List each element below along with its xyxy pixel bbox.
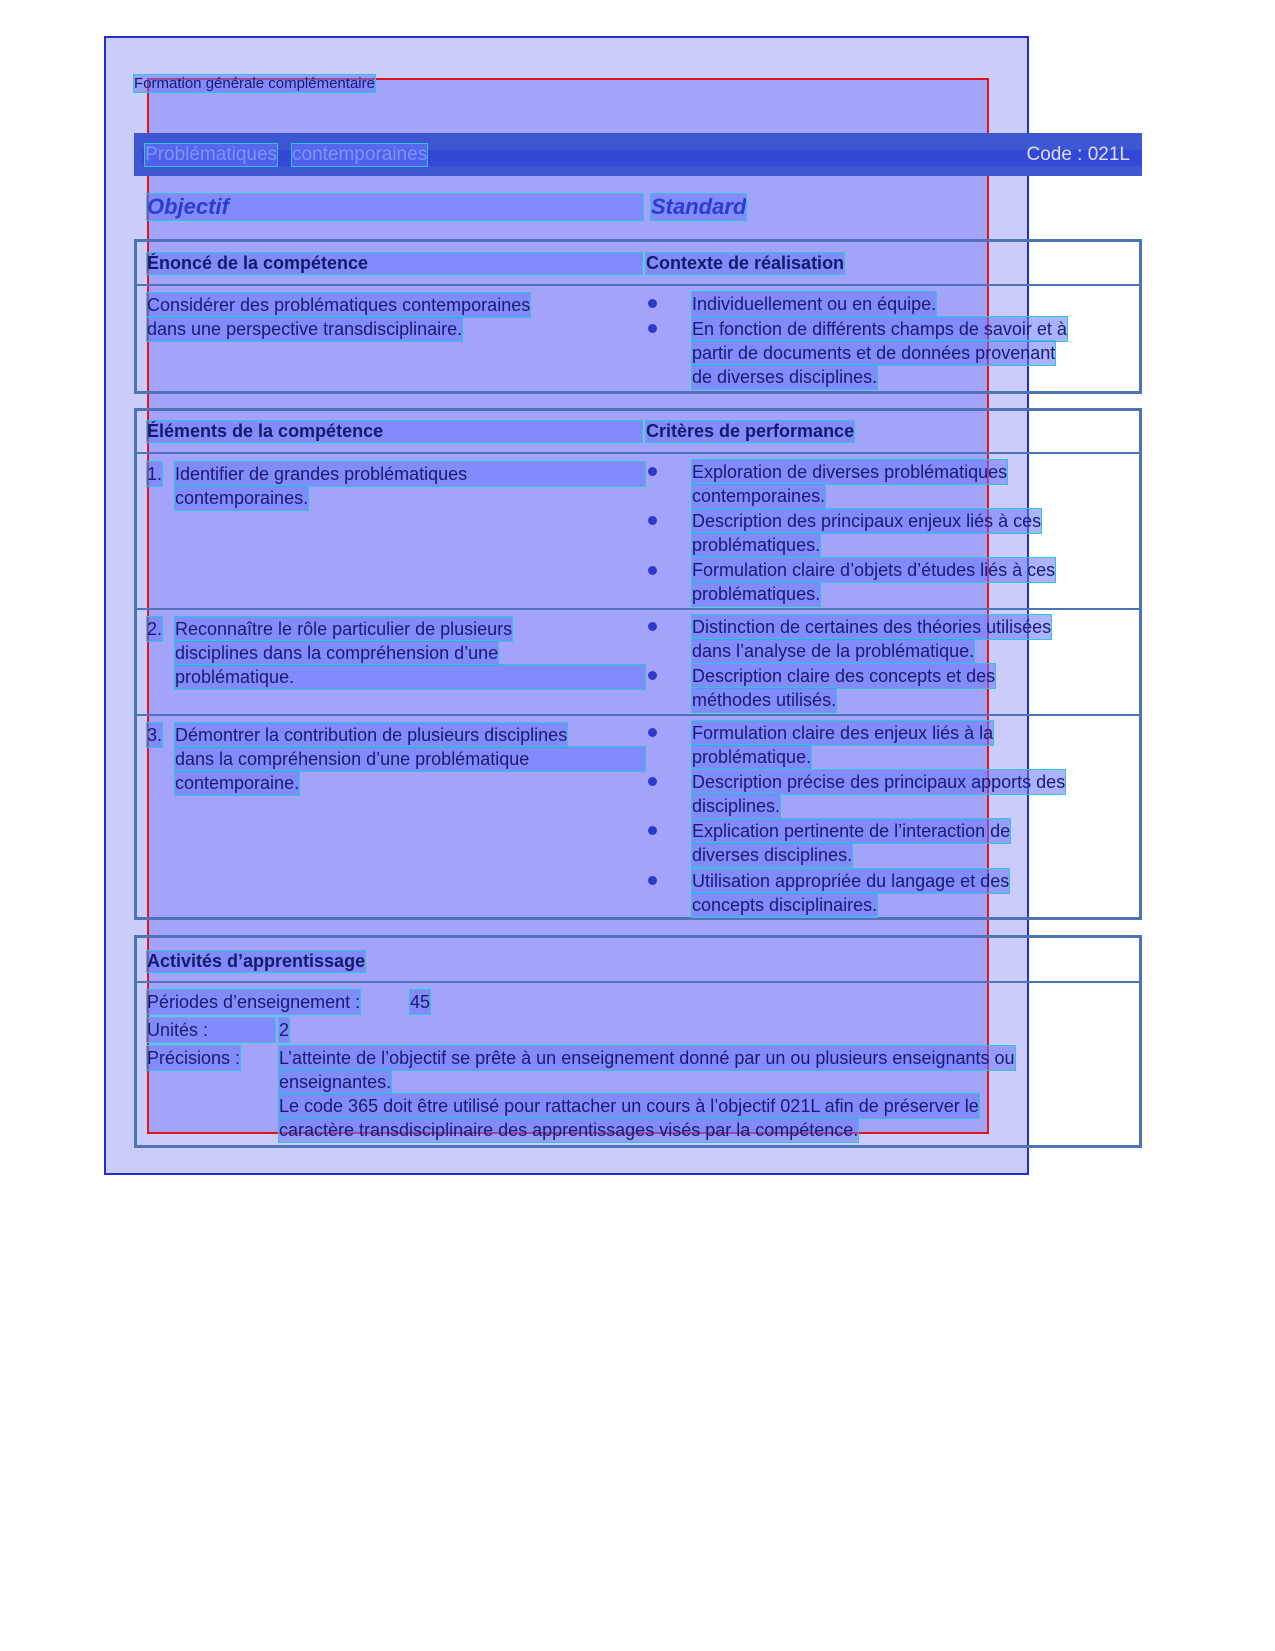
program-label: Formation générale complémentaire: [134, 75, 375, 92]
bullet-icon: [648, 777, 657, 786]
contexte-item: partir de documents et de données provenant: [692, 343, 1056, 363]
objectif-heading: Objectif: [147, 194, 643, 220]
bullet-icon: [648, 671, 657, 680]
standard-heading: Standard: [651, 194, 747, 219]
critere-line: Explication pertinente de l’interaction de: [692, 821, 1011, 841]
row-divider: [134, 714, 1142, 716]
enonce-line: Considérer des problématiques contemporaines: [147, 295, 531, 315]
competence-header-rule: [134, 284, 1142, 286]
critere-line: problématiques.: [692, 584, 821, 604]
critere-line: problématiques.: [692, 535, 821, 555]
unites-value: 2: [279, 1020, 290, 1040]
course-title-word-1: Problématiques: [145, 144, 278, 165]
critere-line: Utilisation appropriée du langage et des: [692, 871, 1010, 891]
periodes-label: Périodes d’enseignement :: [147, 992, 361, 1012]
activites-header: Activités d’apprentissage: [147, 951, 366, 971]
element-line: disciplines dans la compréhension d’une: [175, 643, 499, 663]
element-line: problématique.: [175, 665, 645, 689]
elements-header-rule: [134, 452, 1142, 454]
course-title-bar: [134, 133, 1142, 176]
bullet-icon: [648, 566, 657, 575]
bullet-icon: [648, 622, 657, 631]
enonce-header: Énoncé de la compétence: [147, 253, 642, 274]
critere-line: concepts disciplinaires.: [692, 895, 878, 915]
contexte-header: Contexte de réalisation: [646, 253, 845, 273]
elements-header: Éléments de la compétence: [147, 421, 642, 442]
periodes-value: 45: [410, 992, 431, 1012]
element-line: Reconnaître le rôle particulier de plusieurs: [175, 619, 513, 639]
critere-line: diverses disciplines.: [692, 845, 853, 865]
critere-line: Exploration de diverses problématiques: [692, 462, 1008, 482]
course-code: Code : 021L: [1026, 144, 1130, 165]
course-title-word-2: contemporaines: [292, 144, 428, 165]
precisions-line: enseignantes.: [279, 1072, 392, 1092]
precisions-line: Le code 365 doit être utilisé pour rattacher un cours à l’objectif 021L afin de préserver le: [279, 1096, 979, 1116]
contexte-item: de diverses disciplines.: [692, 367, 878, 387]
critere-line: disciplines.: [692, 796, 781, 816]
criteres-header: Critères de performance: [646, 421, 855, 441]
precisions-line: caractère transdisciplinaire des apprentissages visés par la compétence.: [279, 1120, 859, 1140]
element-line: Démontrer la contribution de plusieurs disciplines: [175, 725, 568, 745]
critere-line: Description des principaux enjeux liés à ces: [692, 511, 1042, 531]
bullet-icon: [648, 826, 657, 835]
critere-line: Description claire des concepts et des: [692, 666, 996, 686]
element-line: dans la compréhension d’une problématique: [175, 747, 645, 771]
bullet-icon: [648, 876, 657, 885]
row-divider: [134, 608, 1142, 610]
element-number: 1.: [147, 464, 163, 484]
critere-line: dans l’analyse de la problématique.: [692, 641, 975, 661]
element-number: 2.: [147, 619, 163, 639]
element-line: Identifier de grandes problématiques: [175, 462, 645, 486]
bullet-icon: [648, 299, 657, 308]
bullet-icon: [648, 516, 657, 525]
element-number: 3.: [147, 725, 163, 745]
critere-line: Formulation claire des enjeux liés à la: [692, 723, 994, 743]
bullet-icon: [648, 467, 657, 476]
unites-label: Unités :: [147, 1018, 275, 1042]
critere-line: Distinction de certaines des théories utilisées: [692, 617, 1052, 637]
bullet-icon: [648, 728, 657, 737]
contexte-item: Individuellement ou en équipe.: [692, 294, 937, 314]
element-line: contemporaines.: [175, 488, 309, 508]
element-line: contemporaine.: [175, 773, 300, 793]
precisions-label: Précisions :: [147, 1048, 241, 1068]
enonce-line: dans une perspective transdisciplinaire.: [147, 319, 463, 339]
critere-line: problématique.: [692, 747, 812, 767]
critere-line: méthodes utilisés.: [692, 690, 837, 710]
precisions-line: L’atteinte de l’objectif se prête à un enseignement donné par un ou plusieurs enseignants ou: [279, 1048, 1015, 1068]
bullet-icon: [648, 324, 657, 333]
activites-header-rule: [134, 981, 1142, 983]
contexte-item: En fonction de différents champs de savoir et à: [692, 319, 1067, 339]
critere-line: contemporaines.: [692, 486, 826, 506]
critere-line: Description précise des principaux apports des: [692, 772, 1066, 792]
critere-line: Formulation claire d’objets d’études liés à ces: [692, 560, 1056, 580]
